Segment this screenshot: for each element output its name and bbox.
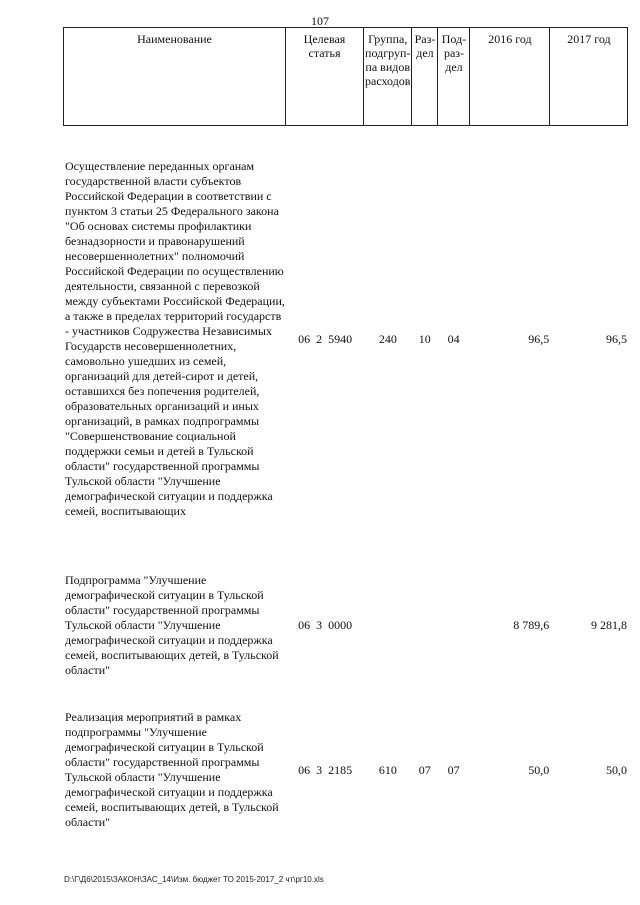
row-expense-group: 610 <box>378 762 397 777</box>
header-target-article: Целевая статья <box>286 28 364 126</box>
row-target-article: 06 3 2185 <box>298 762 353 777</box>
header-subsection: Под- раз- дел <box>438 28 470 126</box>
table-row <box>63 701 627 839</box>
row-target-article: 06 3 0000 <box>298 617 353 632</box>
row-2016: 50,0 <box>528 762 550 777</box>
header-section: Раз- дел <box>412 28 438 126</box>
row-name: Подпрограмма "Улучшение демографической ситуации в Тульской области" государственной программы Тульской области "Улучшение демографической ситуации и поддержка семей, воспитывающих детей, в Тульской области" <box>65 572 279 677</box>
row-name: Осуществление переданных органам государственной власти субъектов Российской Федерации в соответствии с пунктом 3 статьи 25 Федерального закона "Об основах системы профилактики безнадзорности и правонарушений несовершеннолетних" полномочий Российской Федерации по осуществлению деятельности, связанной с перевозкой между субъектами Российской Федерации, а также в пределах территорий государств - участников Содружества Независимых Государств несовершеннолетних, самовольно ушедших из семей, организаций для детей-сирот и детей, оставшихся без попечения родителей, образовательных организаций и иных организаций, в рамках подпрограммы "Совершенствование социальной поддержки семьи и детей в Тульской области" государственной программы Тульской области "Улучшение демографической ситуации и поддержка семей, воспитывающих <box>65 159 285 518</box>
row-2016: 96,5 <box>528 331 550 346</box>
row-name: Реализация мероприятий в рамках подпрограммы "Улучшение демографической ситуации в Тульской области" государственной программы Тульской области "Улучшение демографической ситуации и поддержка семей, воспитывающих детей, в Тульской области" <box>65 710 279 829</box>
row-2016: 8 789,6 <box>513 617 550 632</box>
row-2017: 50,0 <box>606 762 627 777</box>
row-section: 07 <box>418 762 431 777</box>
row-section: 10 <box>418 331 431 346</box>
row-subsection: 07 <box>447 762 460 777</box>
table-body <box>63 125 627 839</box>
row-subsection: 04 <box>447 331 460 346</box>
row-2017: 96,5 <box>606 331 627 346</box>
row-target-article: 06 2 5940 <box>298 331 353 346</box>
row-expense-group: 240 <box>378 331 397 346</box>
header-year-2016: 2016 год <box>470 28 550 126</box>
header-expense-group: Группа, подгруп- па видов расходов <box>364 28 412 126</box>
row-2017: 9 281,8 <box>591 617 627 632</box>
header-year-2017: 2017 год <box>550 28 628 126</box>
table-row <box>63 125 627 553</box>
table-header <box>63 27 628 126</box>
page-number: 107 <box>311 14 329 28</box>
header-name: Наименование <box>64 28 286 126</box>
footer-file-path: D:\Г\Д6\2015\ЗАКОН\ЗАС_14\Изм. бюджет ТО 2015-2017_2 чт\рг10.xls <box>64 875 324 884</box>
table-row <box>63 561 627 689</box>
